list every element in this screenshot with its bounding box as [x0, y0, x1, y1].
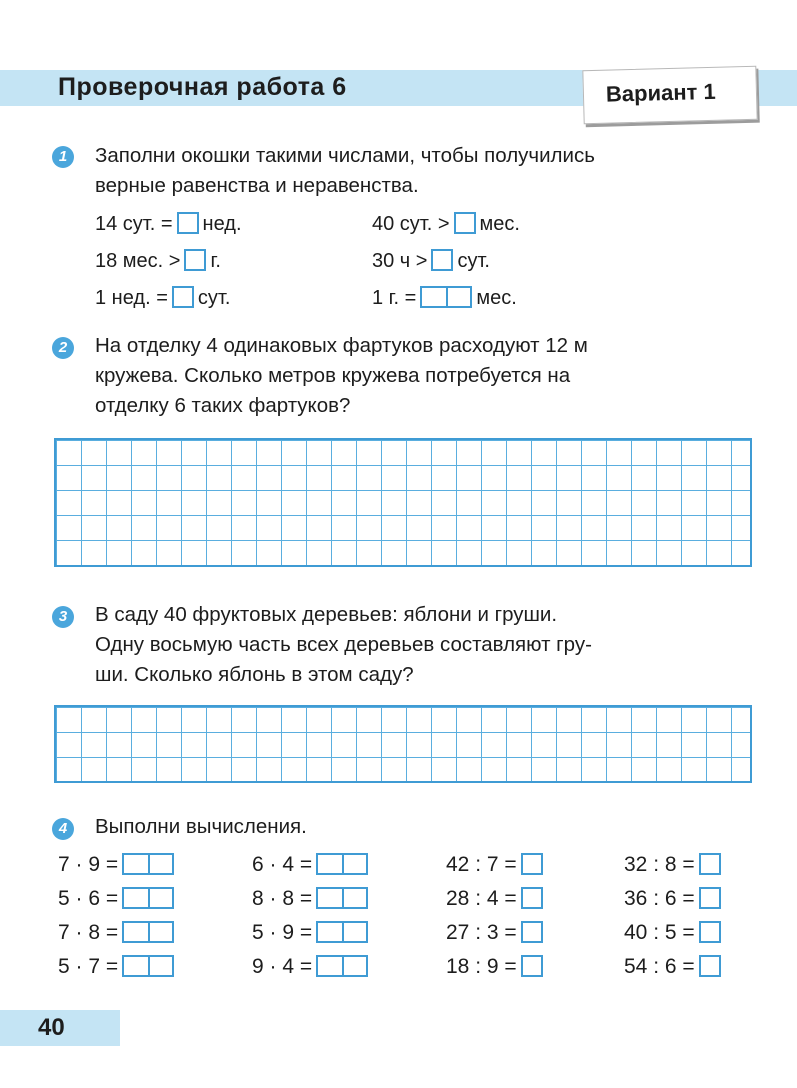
- calc-item: 8 · 8 =: [252, 885, 372, 913]
- task-1-line-1: Заполни окошки такими числами, чтобы получились: [95, 144, 595, 167]
- answer-box[interactable]: [521, 955, 543, 977]
- calc-item: 9 · 4 =: [252, 953, 372, 981]
- answer-box[interactable]: [699, 853, 721, 875]
- variant-label: Вариант 1: [605, 78, 716, 107]
- answer-box[interactable]: [431, 249, 453, 271]
- task-1-item: 1 г. = мес.: [372, 287, 517, 309]
- task-1-item: 30 ч > сут.: [372, 250, 490, 272]
- page-title: Проверочная работа 6: [58, 73, 347, 101]
- task-1-item: 18 мес. > г.: [95, 250, 221, 272]
- calc-item: 32 : 8 =: [624, 851, 725, 879]
- answer-box[interactable]: [699, 955, 721, 977]
- calc-item: 40 : 5 =: [624, 919, 725, 947]
- task-2-badge: 2: [52, 337, 74, 359]
- task-4-line-1: Выполни вычисления.: [95, 815, 307, 838]
- task-3-badge: 3: [52, 606, 74, 628]
- answer-box-two-digit[interactable]: [122, 853, 174, 875]
- answer-box-two-digit[interactable]: [122, 921, 174, 943]
- answer-box-two-digit[interactable]: [420, 286, 472, 308]
- calc-item: 5 · 6 =: [58, 885, 178, 913]
- task-1-badge: 1: [52, 146, 74, 168]
- task-3-line-2: Одну восьмую часть всех деревьев составляют гру-: [95, 633, 592, 656]
- calc-item: 54 : 6 =: [624, 953, 725, 981]
- answer-box[interactable]: [177, 212, 199, 234]
- task-2-line-3: отделку 6 таких фартуков?: [95, 394, 351, 417]
- answer-box[interactable]: [521, 921, 543, 943]
- calc-item: 7 · 8 =: [58, 919, 178, 947]
- answer-box-two-digit[interactable]: [316, 853, 368, 875]
- answer-box-two-digit[interactable]: [122, 887, 174, 909]
- answer-box[interactable]: [454, 212, 476, 234]
- page-number: 40: [38, 1014, 65, 1041]
- task-1-item: 1 нед. = сут.: [95, 287, 231, 309]
- task-4-badge: 4: [52, 818, 74, 840]
- answer-box-two-digit[interactable]: [122, 955, 174, 977]
- calc-item: 18 : 9 =: [446, 953, 547, 981]
- task-1-item: 14 сут. = нед.: [95, 213, 242, 235]
- task-3-line-1: В саду 40 фруктовых деревьев: яблони и груши.: [95, 603, 558, 626]
- calc-item: 5 · 9 =: [252, 919, 372, 947]
- calc-item: 42 : 7 =: [446, 851, 547, 879]
- answer-box[interactable]: [521, 853, 543, 875]
- calc-item: 28 : 4 =: [446, 885, 547, 913]
- task-2-answer-grid[interactable]: [54, 438, 752, 567]
- task-1-item: 40 сут. > мес.: [372, 213, 520, 235]
- task-2-line-2: кружева. Сколько метров кружева потребуется на: [95, 364, 571, 387]
- calc-item: 27 : 3 =: [446, 919, 547, 947]
- variant-label-box: [582, 66, 757, 125]
- task-3-line-3: ши. Сколько яблонь в этом саду?: [95, 663, 414, 686]
- calc-item: 5 · 7 =: [58, 953, 178, 981]
- answer-box[interactable]: [521, 887, 543, 909]
- task-1-line-2: верные равенства и неравенства.: [95, 174, 419, 197]
- answer-box[interactable]: [699, 887, 721, 909]
- task-2-line-1: На отделку 4 одинаковых фартуков расходуют 12 м: [95, 334, 588, 357]
- answer-box-two-digit[interactable]: [316, 887, 368, 909]
- answer-box[interactable]: [172, 286, 194, 308]
- answer-box[interactable]: [699, 921, 721, 943]
- answer-box-two-digit[interactable]: [316, 921, 368, 943]
- answer-box[interactable]: [184, 249, 206, 271]
- task-3-answer-grid[interactable]: [54, 705, 752, 783]
- calc-item: 6 · 4 =: [252, 851, 372, 879]
- calc-item: 36 : 6 =: [624, 885, 725, 913]
- calc-item: 7 · 9 =: [58, 851, 178, 879]
- answer-box-two-digit[interactable]: [316, 955, 368, 977]
